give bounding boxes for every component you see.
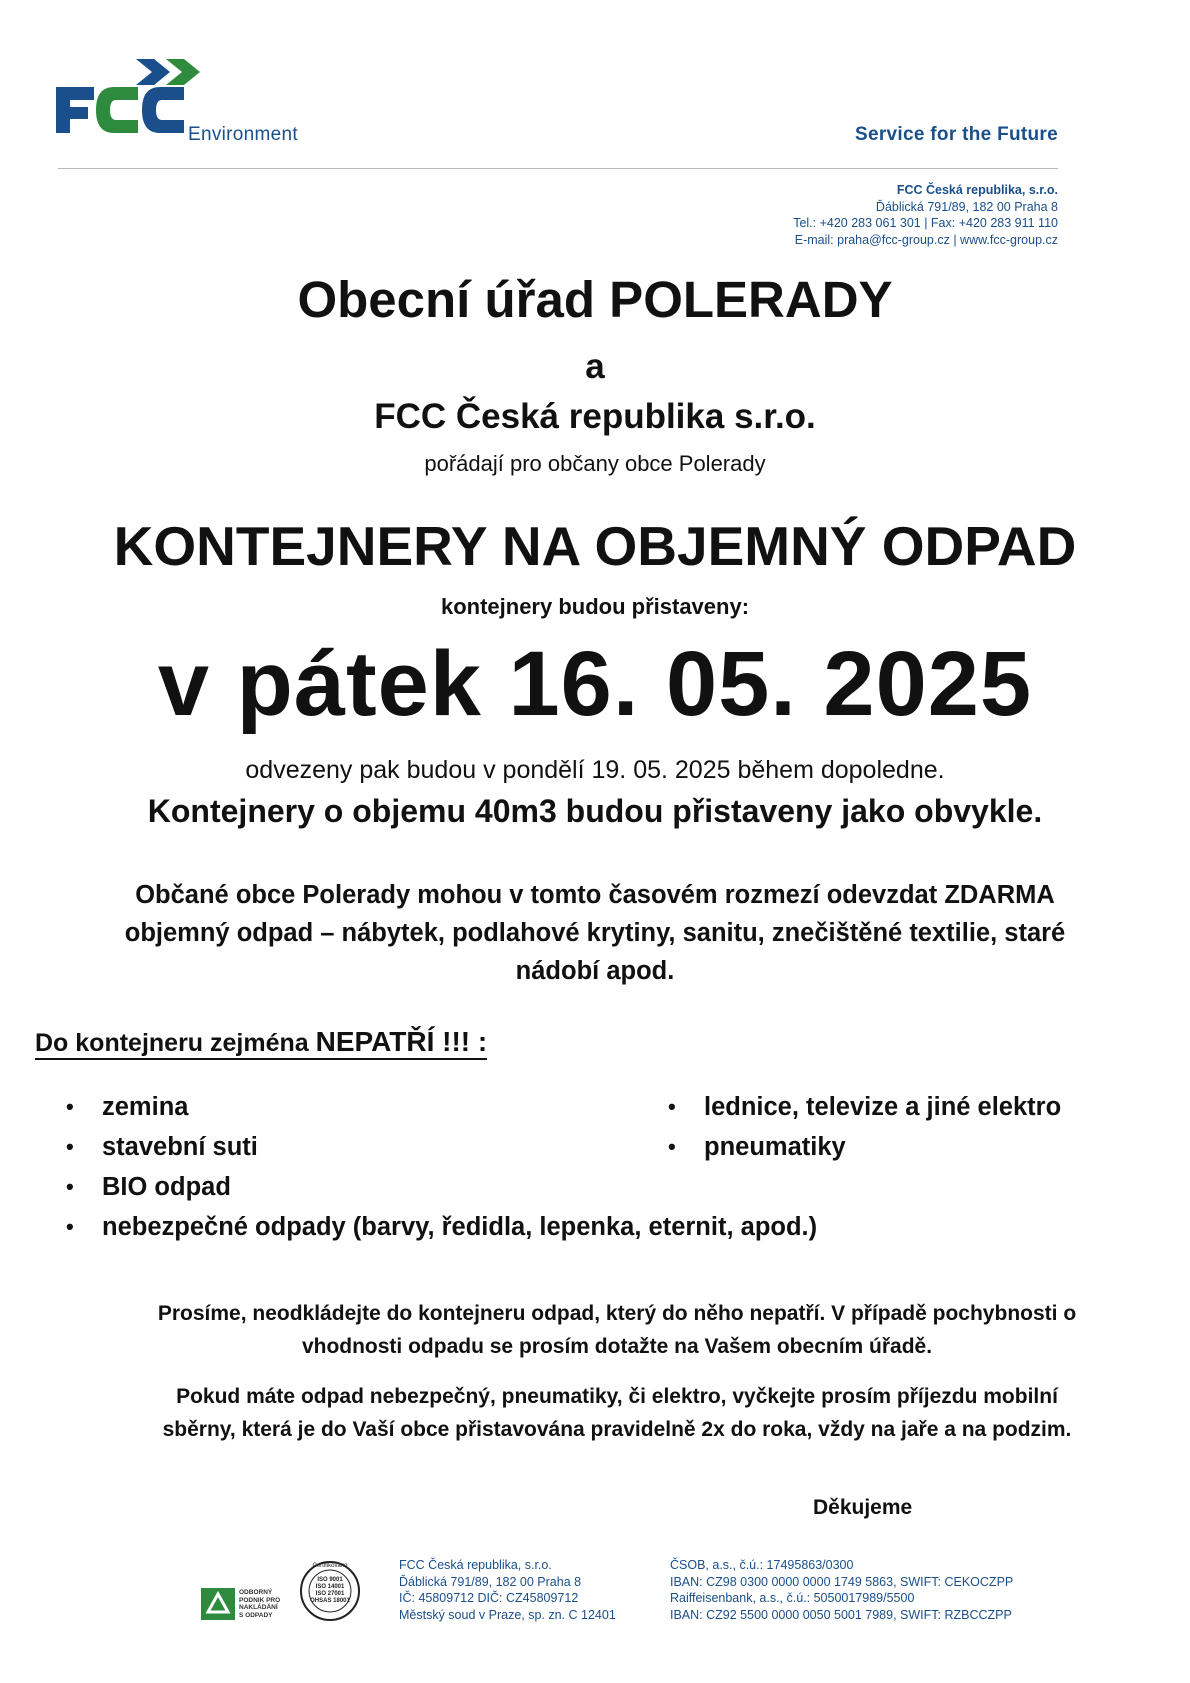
request-line: Prosíme, neodkládejte do kontejneru odpad, který do něho nepatří. V případě pochybnosti o [157, 1302, 1077, 1325]
list-item: • lednice, televize a jiné elektro [668, 1087, 1061, 1127]
list-item: • nebezpečné odpady (barvy, ředidla, lepenka, eternit, apod.) [66, 1207, 817, 1247]
badge-line: NAKLÁDÁNÍ [239, 1604, 278, 1611]
hazardous-line: Pokud máte odpad nebezpečný, pneumatiky, či elektro, vyčkejte prosím příjezdu mobilní [176, 1385, 1058, 1408]
seal-line: ISO 27001 [315, 1591, 345, 1597]
seal-line: ISO 14001 [315, 1584, 345, 1590]
recycle-icon [201, 1588, 235, 1620]
hazardous-line: sběrny, která je do Vaší obce přistavována pravidelně 2x do roka, vždy na jaře a na podzim. [162, 1418, 1072, 1441]
not-allowed-list-right [668, 1087, 1061, 1167]
footer-line: Raiffeisenbank, a.s., č.ú.: 5050017989/5500 [670, 1591, 915, 1605]
address-email: E-mail: praha@fcc-group.cz | www.fcc-group.cz [794, 232, 1058, 247]
footer-line: FCC Česká republika, s.r.o. [399, 1558, 552, 1572]
tagline: Service for the Future [855, 124, 1058, 145]
list-item: • zemina [66, 1087, 817, 1127]
footer-line: IČ: 45809712 DIČ: CZ45809712 [399, 1591, 579, 1605]
footer-line: IBAN: CZ92 5500 0000 0050 5001 7989, SWIFT: RZBCCZPP [670, 1607, 1012, 1622]
pickup-info: odvezeny pak budou v pondělí 19. 05. 2025 během dopoledne. [245, 756, 945, 784]
headline: KONTEJNERY NA OBJEMNÝ ODPAD [113, 515, 1077, 577]
organizer-and: a [585, 347, 605, 386]
volume-info: Kontejnery o objemu 40m3 budou přistaveny jako obvykle. [147, 793, 1043, 829]
address-phone: Tel.: +420 283 061 301 | Fax: +420 283 911 110 [793, 216, 1058, 230]
footer-line: Ďáblická 791/89, 182 00 Praha 8 [399, 1574, 582, 1589]
address-company: FCC Česká republika, s.r.o. [896, 183, 1058, 197]
seal-line: ISO 9001 [317, 1577, 343, 1583]
not-allowed-emphasis: NEPATŘÍ !!! : [315, 1026, 488, 1057]
badge-line: PODNIK PRO [239, 1596, 281, 1604]
list-item: • BIO odpad [66, 1167, 817, 1207]
organizer-company: FCC Česká republika s.r.o. [374, 397, 816, 436]
iso-certification-seal [299, 1560, 361, 1622]
list-item: • stavební suti [66, 1127, 817, 1167]
badge-line: ODBORNÝ [239, 1589, 273, 1596]
thanks-text: Děkujeme [813, 1496, 913, 1519]
organizer-subtitle: pořádají pro občany obce Polerady [424, 451, 766, 476]
not-allowed-prefix: Do kontejneru zejména [35, 1029, 316, 1057]
not-allowed-heading [35, 1027, 487, 1060]
header-divider [58, 168, 1058, 169]
footer-line: IBAN: CZ98 0300 0000 0000 1749 5863, SWIFT: CEKOCZPP [670, 1574, 1014, 1589]
footer-line: Městský soud v Praze, sp. zn. C 12401 [399, 1607, 616, 1622]
info-paragraph [60, 876, 1130, 990]
footer-company [399, 1557, 616, 1623]
request-paragraph [82, 1297, 1152, 1363]
organizer-title: Obecní úřad POLERADY [297, 271, 893, 328]
info-line: nádobí apod. [515, 957, 675, 985]
waste-company-badge [201, 1588, 280, 1620]
list-item: • pneumatiky [668, 1127, 1061, 1167]
badge-line: S ODPADY [239, 1611, 273, 1619]
hazardous-paragraph [82, 1380, 1152, 1446]
seal-ring-text: Certifikováno [312, 1563, 348, 1569]
info-line: Občané obce Polerady mohou v tomto časovém rozmezí odevzdat ZDARMA [135, 881, 1055, 909]
header-address [793, 182, 1058, 248]
footer-line: ČSOB, a.s., č.ú.: 17495863/0300 [670, 1558, 854, 1572]
logo-subtitle: Environment [188, 124, 298, 145]
address-street: Ďáblická 791/89, 182 00 Praha 8 [875, 199, 1058, 214]
info-line: objemný odpad – nábytek, podlahové krytiny, sanitu, znečištěné textilie, staré [124, 919, 1066, 947]
footer-bank [670, 1557, 1013, 1623]
request-line: vhodnosti odpadu se prosím dotažte na Vašem obecním úřadě. [301, 1335, 933, 1358]
seal-line: OHSAS 18001 [310, 1598, 350, 1604]
event-date: v pátek 16. 05. 2025 [157, 633, 1033, 735]
subheadline: kontejnery budou přistaveny: [440, 594, 750, 619]
